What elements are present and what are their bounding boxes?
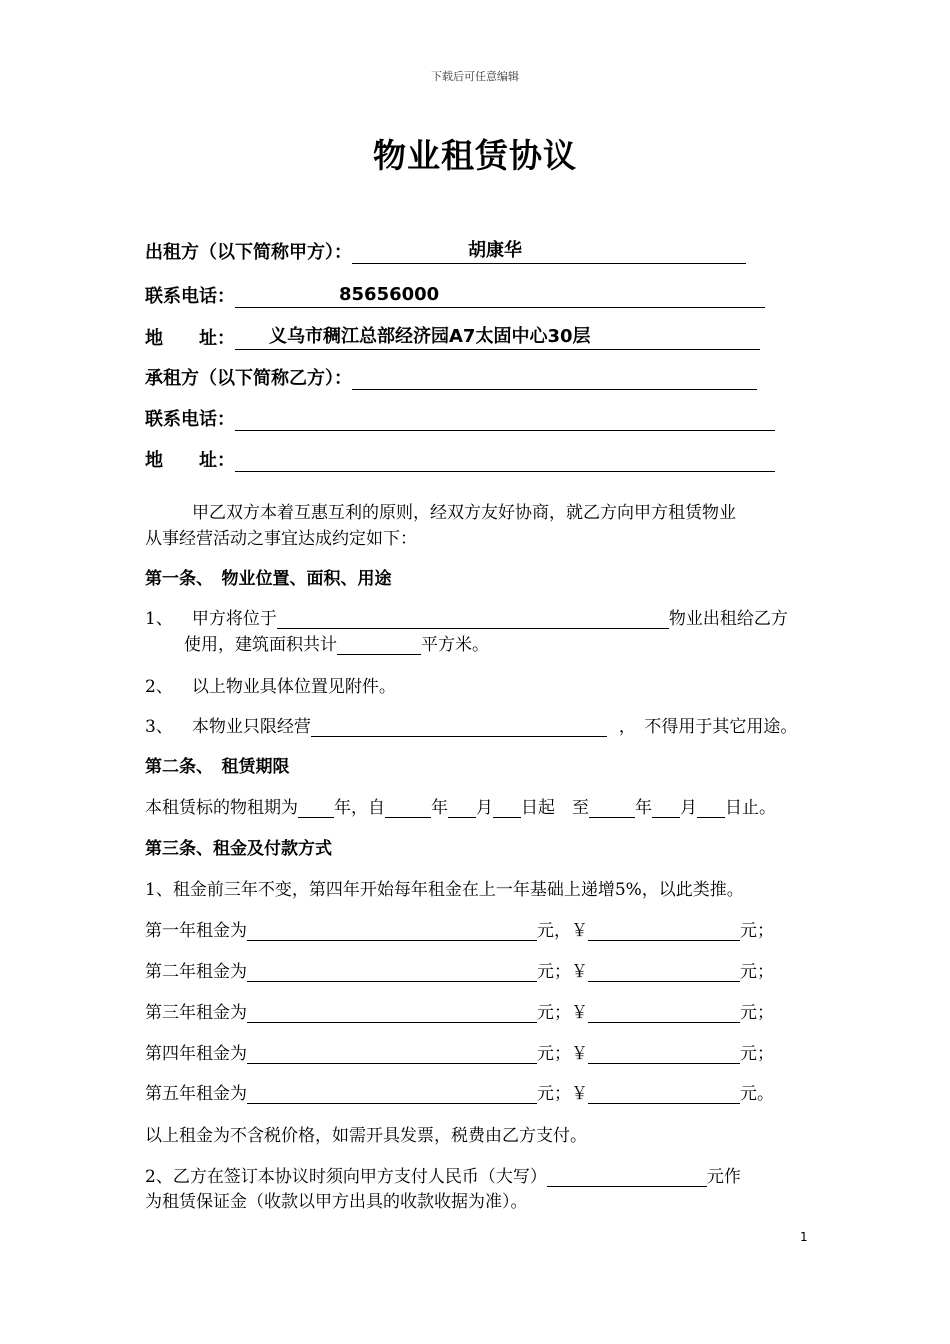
article-3-heading: 第三条、租金及付款方式 xyxy=(145,839,332,859)
start-month-field[interactable] xyxy=(448,797,476,818)
rent-end: 元； xyxy=(740,921,774,941)
rent-row xyxy=(145,957,774,982)
lessor-name-row xyxy=(145,238,746,264)
article-1-item-1-cont xyxy=(184,630,489,655)
term-text: 年 xyxy=(431,798,448,818)
article-2-heading: 第二条、 租赁期限 xyxy=(145,757,290,777)
rent-amount-words-field[interactable] xyxy=(247,920,537,941)
item-number: 1、 xyxy=(145,609,173,629)
document-title: 物业租赁协议 xyxy=(373,136,577,175)
rent-label: 第一年租金为 xyxy=(145,921,247,941)
term-text: 月 xyxy=(680,798,697,818)
end-day-field[interactable] xyxy=(697,797,725,818)
rent-currency: 元；￥ xyxy=(537,962,588,982)
deposit-text: 元作 xyxy=(706,1167,741,1187)
end-month-field[interactable] xyxy=(652,797,680,818)
article-1-item-3 xyxy=(145,712,797,737)
area-field[interactable] xyxy=(337,634,421,655)
lessee-phone-label: 联系电话： xyxy=(145,409,235,430)
rent-row xyxy=(145,1039,774,1064)
rent-label: 第三年租金为 xyxy=(145,1003,247,1023)
term-text: 月 xyxy=(476,798,493,818)
business-scope-field[interactable] xyxy=(311,716,607,737)
rent-currency: 元；￥ xyxy=(537,1084,588,1104)
item-text: 平方米。 xyxy=(421,635,489,655)
rent-amount-figure-field[interactable] xyxy=(588,1002,740,1023)
term-text: 日止。 xyxy=(725,798,776,818)
rent-row xyxy=(145,998,774,1023)
lease-years-field[interactable] xyxy=(298,797,334,818)
lessor-address: 义乌市稠江总部经济园A7太固中心30层 xyxy=(269,326,591,347)
page-number: 1 xyxy=(800,1230,808,1244)
rent-row xyxy=(145,916,774,941)
term-text: 年，自 xyxy=(334,798,385,818)
rent-label: 第二年租金为 xyxy=(145,962,247,982)
rent-amount-figure-field[interactable] xyxy=(588,1083,740,1104)
end-year-field[interactable] xyxy=(589,797,635,818)
rent-amount-words-field[interactable] xyxy=(247,1002,537,1023)
lessee-label: 承租方（以下简称乙方）： xyxy=(145,368,352,389)
lessor-name: 胡康华 xyxy=(468,240,522,261)
lessor-label: 出租方（以下简称甲方）： xyxy=(145,242,352,263)
deposit-text: 2、乙方在签订本协议时须向甲方支付人民币（大写） xyxy=(145,1167,547,1187)
article-1-item-1 xyxy=(145,604,788,629)
article-1-heading: 第一条、 物业位置、面积、用途 xyxy=(145,569,392,589)
rent-amount-words-field[interactable] xyxy=(247,1083,537,1104)
term-text: 年 xyxy=(635,798,652,818)
rent-amount-figure-field[interactable] xyxy=(588,1043,740,1064)
lessor-address-field[interactable] xyxy=(235,325,760,350)
lessee-phone-field[interactable] xyxy=(235,406,775,431)
item-text: 甲方将位于 xyxy=(191,609,277,629)
item-text: 以上物业具体位置见附件。 xyxy=(191,677,396,697)
rent-currency: 元，￥ xyxy=(537,921,588,941)
property-location-field[interactable] xyxy=(277,608,669,629)
rent-label: 第四年租金为 xyxy=(145,1044,247,1064)
tax-note: 以上租金为不含税价格，如需开具发票，税费由乙方支付。 xyxy=(145,1126,587,1146)
rent-rule: 1、租金前三年不变，第四年开始每年租金在上一年基础上递增5%，以此类推。 xyxy=(145,880,744,900)
article-1-item-2 xyxy=(145,672,396,697)
lessor-phone-row xyxy=(145,282,765,308)
item-text: ， 不得用于其它用途。 xyxy=(618,717,798,737)
lessor-phone: 85656000 xyxy=(339,284,440,305)
start-year-field[interactable] xyxy=(385,797,431,818)
lessee-name-row xyxy=(145,364,757,390)
item-text: 本物业只限经营 xyxy=(191,717,311,737)
deposit-line-2: 为租赁保证金（收款以甲方出具的收款收据为准）。 xyxy=(145,1192,528,1212)
lessee-phone-row xyxy=(145,405,775,431)
deposit-line xyxy=(145,1162,741,1187)
rent-amount-words-field[interactable] xyxy=(247,1043,537,1064)
item-text: 使用，建筑面积共计 xyxy=(184,635,337,655)
lessor-address-label: 地 址： xyxy=(145,328,235,349)
item-number: 2、 xyxy=(145,677,173,697)
lease-term-line xyxy=(145,793,776,818)
lessor-name-field[interactable] xyxy=(352,239,746,264)
item-number: 3、 xyxy=(145,717,173,737)
term-text: 本租赁标的物租期为 xyxy=(145,798,298,818)
rent-end: 元。 xyxy=(740,1084,774,1104)
rent-currency: 元；￥ xyxy=(537,1044,588,1064)
rent-amount-figure-field[interactable] xyxy=(588,961,740,982)
rent-amount-figure-field[interactable] xyxy=(588,920,740,941)
rent-label: 第五年租金为 xyxy=(145,1084,247,1104)
rent-end: 元； xyxy=(740,962,774,982)
item-text: 物业出租给乙方 xyxy=(668,609,788,629)
lessor-phone-field[interactable] xyxy=(235,283,765,308)
lessee-address-label: 地 址： xyxy=(145,450,235,471)
lessee-address-field[interactable] xyxy=(235,447,775,472)
lessor-phone-label: 联系电话： xyxy=(145,286,235,307)
header-note: 下载后可任意编辑 xyxy=(431,70,519,83)
intro-line-2: 从事经营活动之事宜达成约定如下： xyxy=(145,529,417,549)
rent-row xyxy=(145,1079,774,1104)
rent-currency: 元；￥ xyxy=(537,1003,588,1023)
rent-end: 元； xyxy=(740,1044,774,1064)
start-day-field[interactable] xyxy=(493,797,521,818)
deposit-amount-field[interactable] xyxy=(547,1166,707,1187)
lessor-address-row xyxy=(145,324,760,350)
rent-amount-words-field[interactable] xyxy=(247,961,537,982)
rent-end: 元； xyxy=(740,1003,774,1023)
intro-line-1: 甲乙双方本着互惠互利的原则，经双方友好协商，就乙方向甲方租赁物业 xyxy=(192,503,736,523)
lessee-address-row xyxy=(145,446,775,472)
lessee-name-field[interactable] xyxy=(352,365,757,390)
term-text: 日起 至 xyxy=(521,798,589,818)
